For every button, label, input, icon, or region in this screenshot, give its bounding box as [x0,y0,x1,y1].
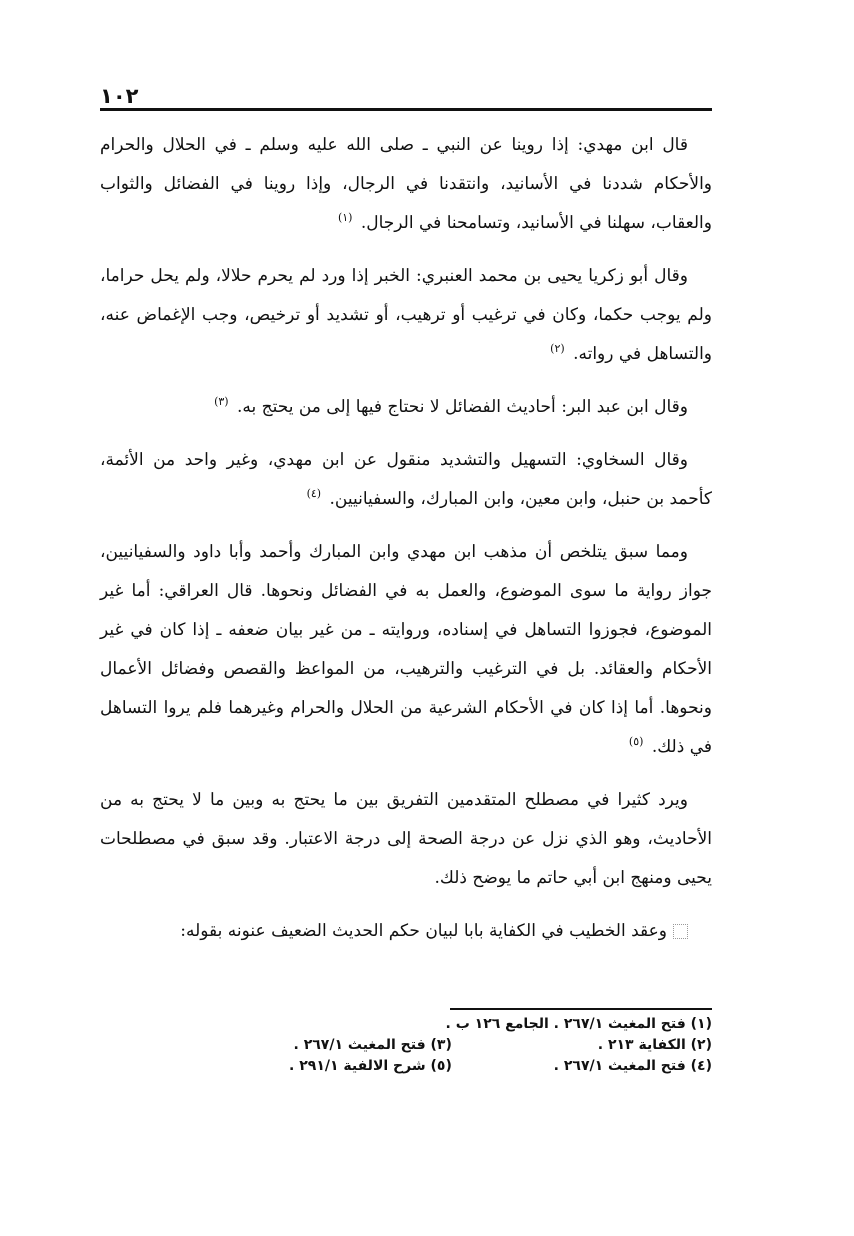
footnote-row [170,1014,712,1035]
footnote-item: (٤) فتح المغيث ٢٦٧/١ . [553,1058,712,1074]
paragraph-text: وقال السخاوي: التسهيل والتشديد منقول عن ابن مهدي، وغير واحد من الأئمة، كأحمد بن حنبل، وابن معين، وابن المبارك، والسفيانيين. [100,450,712,509]
footnote-item: (٢) الكفاية ٢١٣ . [597,1037,712,1053]
paragraph [100,912,712,951]
book-page [100,70,712,1190]
footnote-reference: (٢) [550,342,565,356]
paragraph-text: ومما سبق يتلخص أن مذهب ابن مهدي وابن المبارك وأحمد وأبا داود والسفيانيين، جواز رواية ما سوى الموضوع، والعمل به في الفضائل ونحوها. قال العراقي: أما غير الموضوع، فجوزوا التساهل في إسناده، وروايته ـ من غير بيان ضعفه ـ إذا كان في غير الأحكام والعقائد. بل في الترغيب والترهيب، من المواعظ والقصص وفضائل الأعمال ونحوها. أما إذا كان في الأحكام الشرعية من الحلال والحرام وغيرهما فلم يروا التساهل في ذلك. [100,542,712,757]
paragraph [100,126,712,243]
page-number: ١٠٢ [100,84,139,108]
footnote-row [170,1056,712,1077]
footnote-reference: (١) [337,211,353,225]
paragraph-text: قال ابن مهدي: إذا روينا عن النبي ـ صلى الله عليه وسلم ـ في الحلال والحرام والأحكام شددنا في الأسانيد، وانتقدنا في الرجال، وإذا روينا في الفضائل والثواب والعقاب، سهلنا في الأسانيد، وتسامحنا في الرجال. [100,135,712,233]
paragraph [100,257,712,374]
header-rule [100,108,712,111]
body-text [100,126,712,965]
paragraph-text: ويرد كثيرا في مصطلح المتقدمين التفريق بين ما يحتج به وبين ما لا يحتج به من الأحاديث، وهو الذي نزل عن درجة الصحة إلى درجة الاعتبار. وقد سبق في مصطلحات يحيى ومنهج ابن أبي حاتم ما يوضح ذلك. [100,790,712,888]
footnote-rule [450,1008,712,1010]
footnote-reference: (٣) [214,395,229,409]
paragraph-text: وقال أبو زكريا يحيى بن محمد العنبري: الخبر إذا ورد لم يحرم حلالا، ولم يحل حراما، ولم يوجب حكما، وكان في ترغيب أو ترهيب، أو تشديد أو ترخيص، وجب الإغماض عنه، والتساهل في رواته. [100,266,712,364]
margin-mark [673,924,688,939]
footnote-reference: (٤) [306,487,322,501]
paragraph [100,533,712,767]
paragraph-text: وعقد الخطيب في الكفاية بابا لبيان حكم الحديث الضعيف عنونه بقوله: [180,921,667,941]
paragraph [100,781,712,898]
footnote-item: (٣) فتح المغيث ٢٦٧/١ . [293,1037,452,1053]
footnotes [170,1014,712,1077]
paragraph-text: وقال ابن عبد البر: أحاديث الفضائل لا نحتاج فيها إلى من يحتج به. [236,397,688,417]
footnote-item: (١) فتح المغيث ٢٦٧/١ . الجامع ١٢٦ ب . [445,1016,712,1032]
footnote-row [170,1035,712,1056]
paragraph [100,388,712,427]
paragraph [100,441,712,519]
footnote-reference: (٥) [628,735,644,749]
footnote-item: (٥) شرح الالفية ٢٩١/١ . [289,1058,452,1074]
